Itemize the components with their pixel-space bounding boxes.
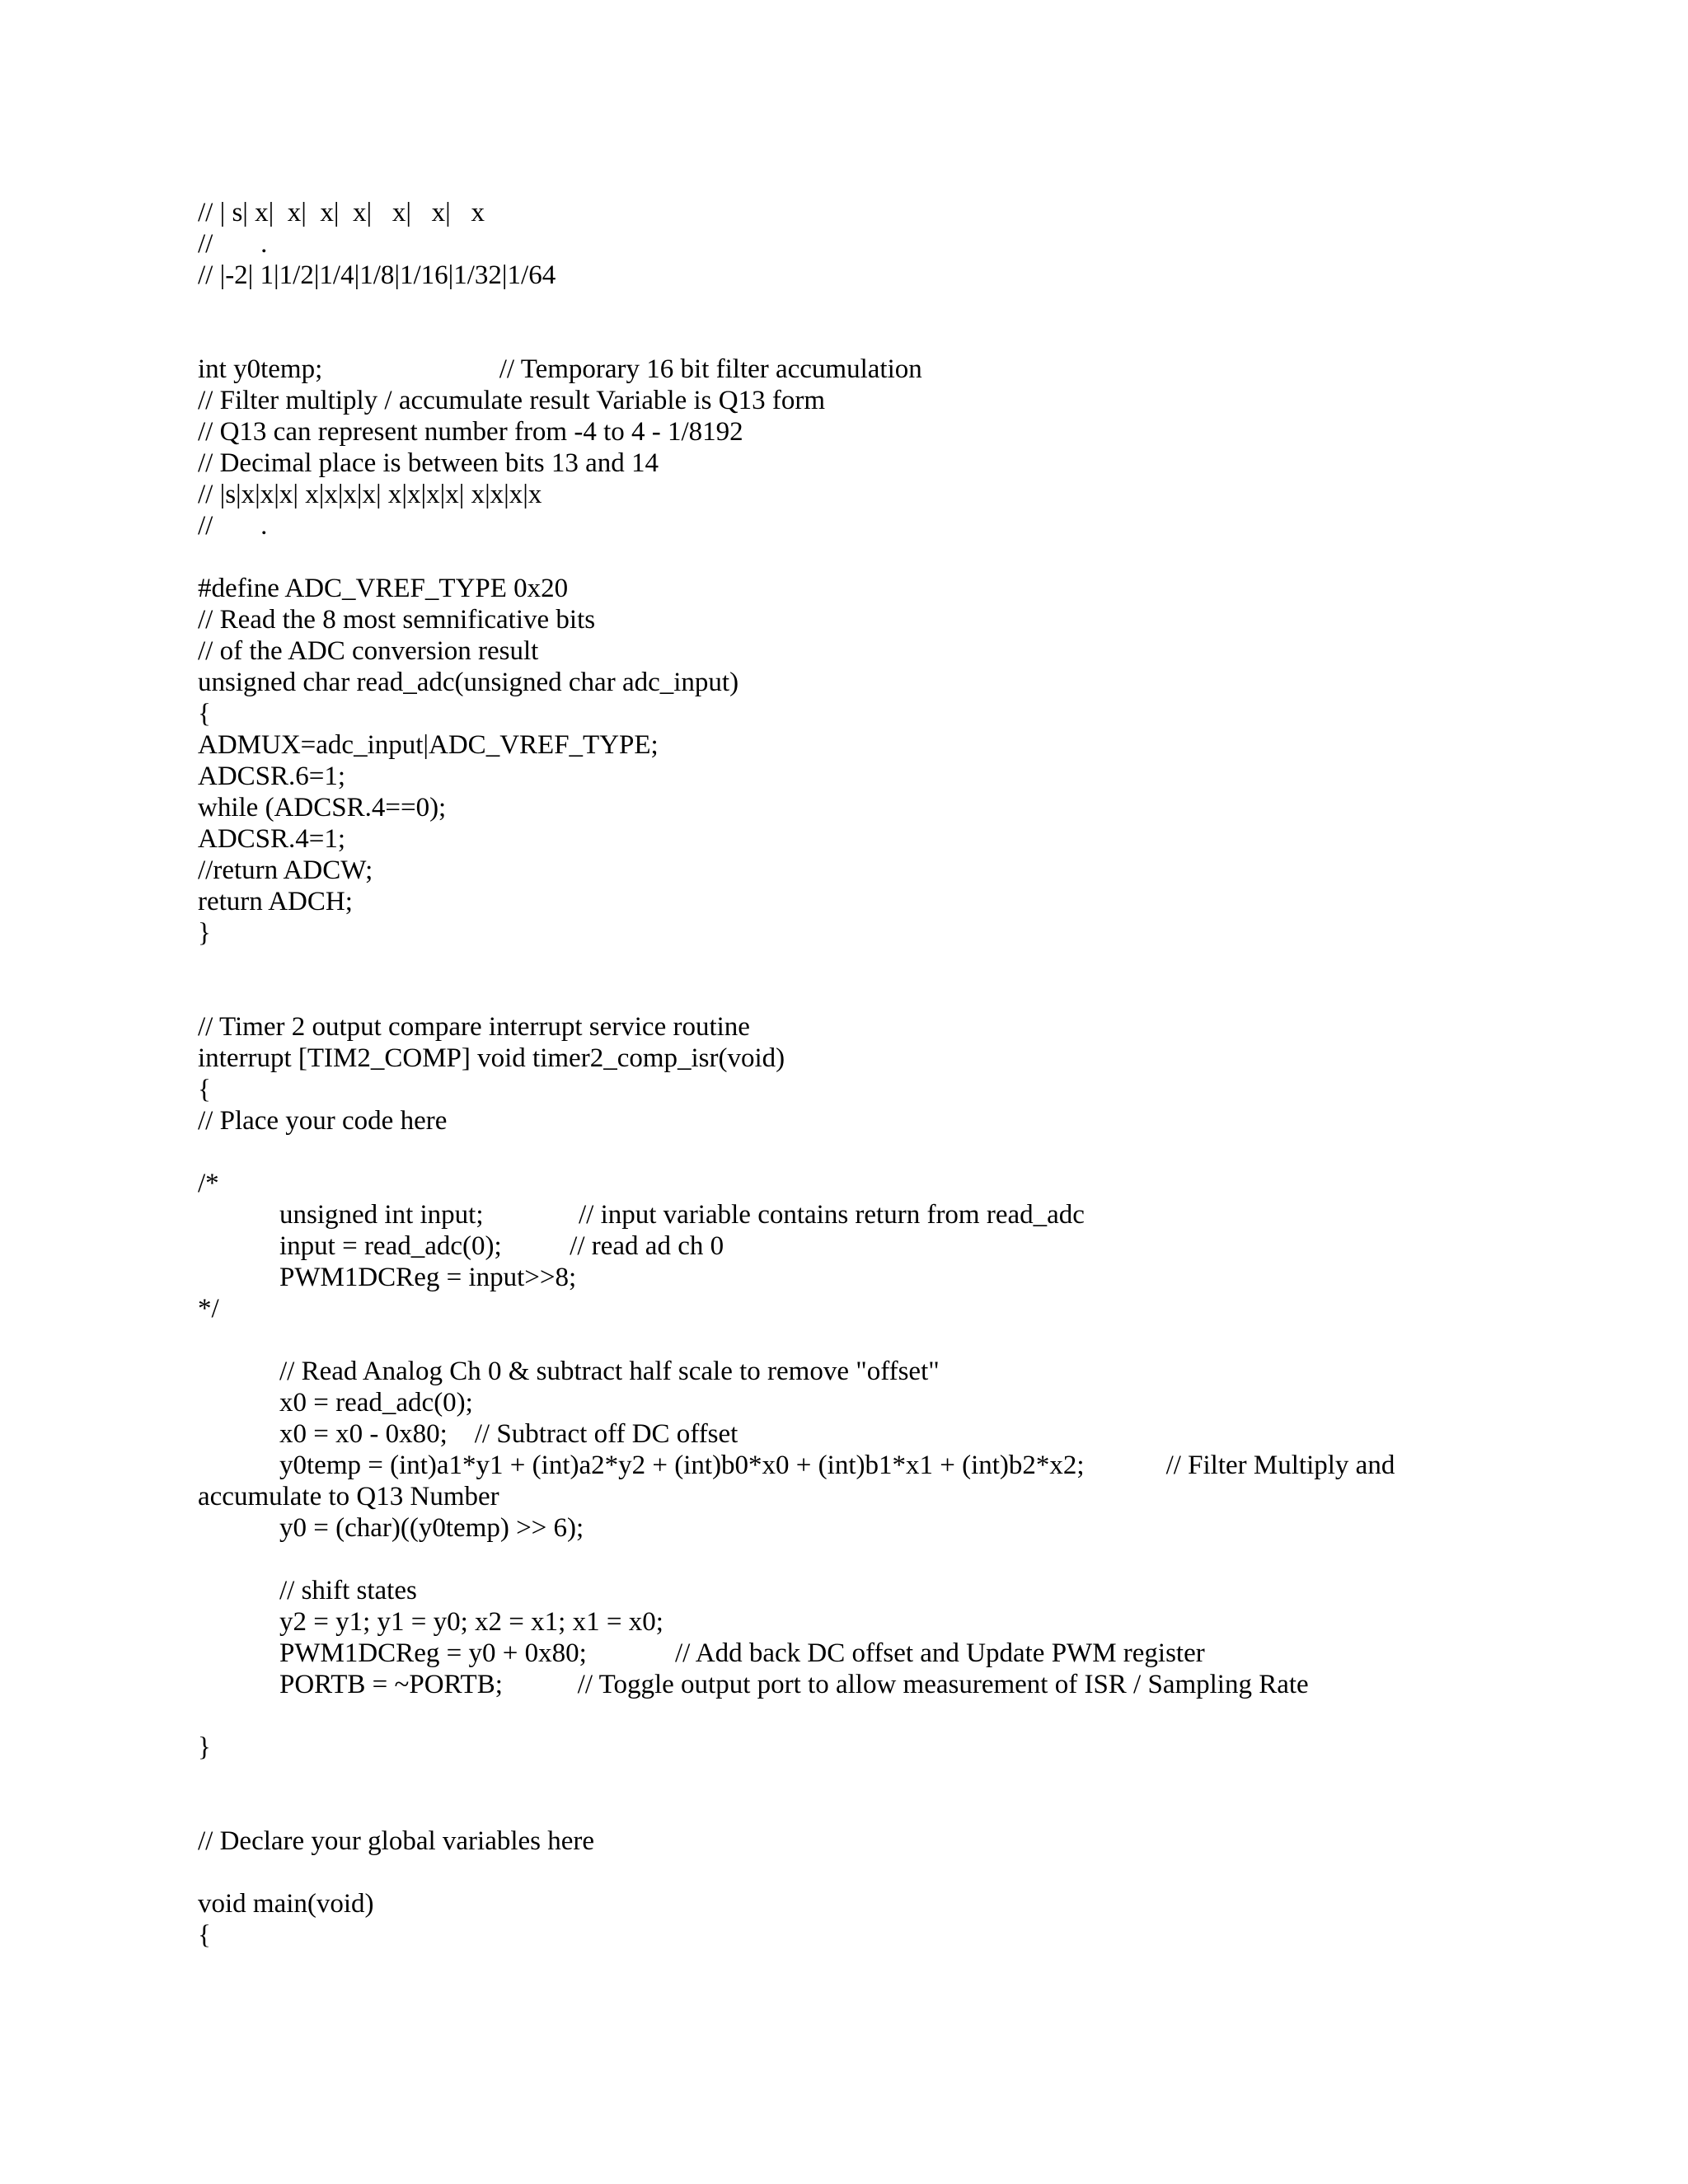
code-line: // Decimal place is between bits 13 and 14 <box>198 448 659 478</box>
code-line: //return ADCW; <box>198 855 373 885</box>
code-line: PWM1DCReg = input>>8; <box>198 1263 577 1292</box>
code-line: /* <box>198 1169 219 1198</box>
code-line: } <box>198 918 211 948</box>
code-line: #define ADC_VREF_TYPE 0x20 <box>198 574 569 603</box>
code-line: // Q13 can represent number from -4 to 4 - 1/8192 <box>198 417 743 447</box>
code-line: interrupt [TIM2_COMP] void timer2_comp_isr(void) <box>198 1043 785 1073</box>
code-line: { <box>198 1075 211 1104</box>
code-line: while (ADCSR.4==0); <box>198 793 447 823</box>
code-line: // Declare your global variables here <box>198 1826 595 1856</box>
code-line: ADCSR.4=1; <box>198 824 346 854</box>
code-line: { <box>198 1920 211 1950</box>
code-line: return ADCH; <box>198 887 353 916</box>
code-line: y0 = (char)((y0temp) >> 6); <box>198 1513 584 1543</box>
code-line: unsigned int input; // input variable contains return from read_adc <box>198 1200 1085 1230</box>
code-line: x0 = read_adc(0); <box>198 1388 473 1418</box>
code-line: // |s|x|x|x| x|x|x|x| x|x|x|x| x|x|x|x <box>198 480 542 509</box>
code-line: y0temp = (int)a1*y1 + (int)a2*y2 + (int)b0*x0 + (int)b1*x1 + (int)b2*x2; // Filter Multiply and <box>198 1451 1395 1480</box>
code-line: unsigned char read_adc(unsigned char adc_input) <box>198 668 739 697</box>
code-line: // Place your code here <box>198 1106 448 1136</box>
code-line: // Read the 8 most semnificative bits <box>198 605 596 635</box>
code-line: // shift states <box>198 1576 417 1605</box>
code-line: // | s| x| x| x| x| x| x| x <box>198 198 485 227</box>
code-line: void main(void) <box>198 1889 374 1919</box>
code-line: input = read_adc(0); // read ad ch 0 <box>198 1231 724 1261</box>
code-line: // Filter multiply / accumulate result Variable is Q13 form <box>198 386 825 415</box>
code-line: // Timer 2 output compare interrupt service routine <box>198 1012 750 1042</box>
code-line: ADMUX=adc_input|ADC_VREF_TYPE; <box>198 730 659 760</box>
code-line: // of the ADC conversion result <box>198 636 539 666</box>
code-line: accumulate to Q13 Number <box>198 1482 499 1511</box>
code-line: // Read Analog Ch 0 & subtract half scale to remove "offset" <box>198 1357 940 1386</box>
code-line: // |-2| 1|1/2|1/4|1/8|1/16|1/32|1/64 <box>198 260 556 290</box>
code-line: PORTB = ~PORTB; // Toggle output port to allow measurement of ISR / Sampling Rate <box>198 1670 1309 1699</box>
code-line: */ <box>198 1294 219 1324</box>
code-line: int y0temp; // Temporary 16 bit filter accumulation <box>198 354 922 384</box>
code-line: PWM1DCReg = y0 + 0x80; // Add back DC offset and Update PWM register <box>198 1638 1205 1668</box>
code-line: { <box>198 699 211 729</box>
code-line: y2 = y1; y1 = y0; x2 = x1; x1 = x0; <box>198 1607 663 1637</box>
code-line: // . <box>198 511 268 541</box>
code-line: ADCSR.6=1; <box>198 762 346 791</box>
code-line: x0 = x0 - 0x80; // Subtract off DC offset <box>198 1419 738 1449</box>
code-line: } <box>198 1732 211 1762</box>
code-line: // . <box>198 229 268 259</box>
